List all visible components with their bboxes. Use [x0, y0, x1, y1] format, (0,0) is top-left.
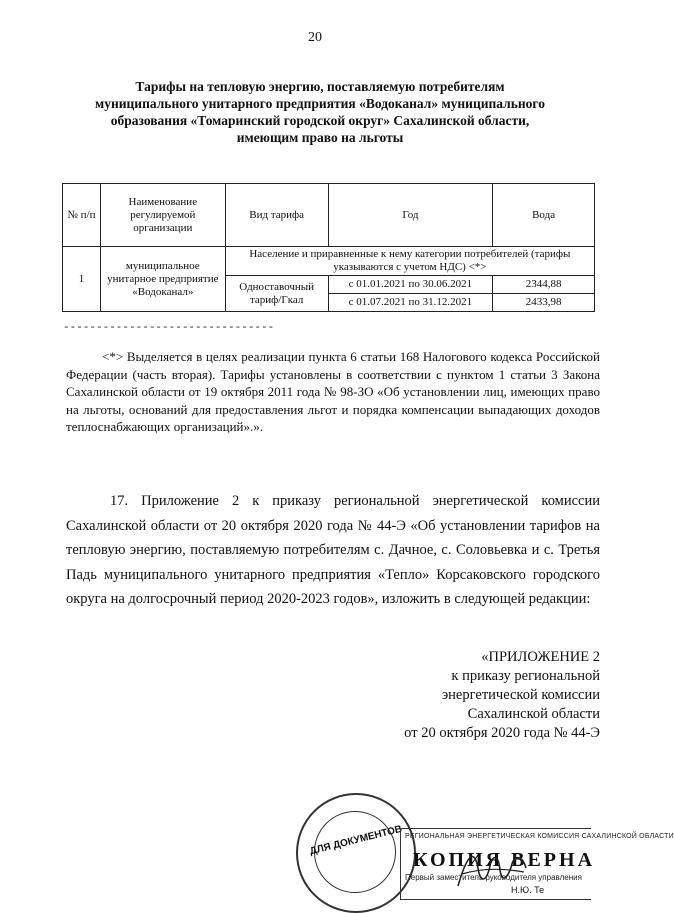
cell-org: муниципальное унитарное предприятие «Водоканал» — [100, 247, 225, 312]
appendix-header — [350, 648, 600, 743]
cell-num: 1 — [63, 247, 101, 312]
appendix-line: к приказу региональной — [451, 668, 600, 684]
cell-value: 2344,88 — [493, 276, 595, 294]
table-header-row — [63, 184, 595, 247]
page-number: 20 — [308, 30, 322, 45]
stamp-name-text: Н.Ю. Те — [511, 885, 545, 895]
appendix-line: «ПРИЛОЖЕНИЕ 2 — [481, 649, 600, 665]
cell-tariff-type: Одноставочный тариф/Гкал — [225, 276, 328, 312]
footnote-divider: -------------------------------- — [63, 322, 275, 334]
stamp-position-text: Первый заместитель руководителя управления — [405, 873, 582, 882]
appendix-line: Сахалинской области — [467, 706, 600, 722]
cell-period: с 01.01.2021 по 30.06.2021 — [328, 276, 493, 294]
title-line: муниципального унитарного предприятия «Водоканал» муниципального — [95, 96, 545, 111]
appendix-line: от 20 октября 2020 года № 44-Э — [404, 725, 600, 741]
cell-category: Население и приравненные к нему категории потребителей (тарифы указываются с учетом НДС) <*> — [225, 247, 594, 276]
round-seal — [296, 793, 416, 913]
stamp-copy-text: КОПИЯ ВЕРНА — [413, 849, 596, 871]
header-water: Вода — [493, 184, 595, 247]
cell-period: с 01.07.2021 по 31.12.2021 — [328, 294, 493, 312]
appendix-line: энергетической комиссии — [441, 687, 600, 703]
paragraph-17-text: 17. Приложение 2 к приказу региональной энергетической комиссии Сахалинской области от 20 октября 2020 года № 44-Э «Об установлении тарифов на тепловую энергию, поставляемую потребителям с. Дачное, с. Соловьевка и с. Третья Падь муниципального унитарного предприятия «Тепло» Корсаковского городского округа на долгосрочный период 2020-2023 годов», изложить в следующей редакции: — [66, 493, 600, 607]
seal-label: ДЛЯ ДОКУМЕНТОВ — [308, 823, 404, 858]
footnote-text: <*> Выделяется в целях реализации пункта 6 статьи 168 Налогового кодекса Российской Федерации (часть вторая). Тарифы установлены в соответствии с пунктом 1 статьи 3 Закона Сахалинской области от 19 октября 2011 года № 98-ЗО «Об установлении лиц, имеющих право на льготы, оснований для предоставления льгот и порядка компенсации выпадающих доходов теплоснабжающих организаций».». — [66, 349, 600, 434]
cell-value: 2433,98 — [493, 294, 595, 312]
signature-icon — [452, 838, 532, 898]
table-row — [63, 247, 595, 276]
title-line: имеющим право на льготы — [236, 130, 404, 145]
title-line: образования «Томаринский городской округ» Сахалинской области, — [110, 113, 530, 128]
header-type: Вид тарифа — [225, 184, 328, 247]
paragraph-17 — [66, 489, 600, 612]
stamp-org-text: РЕГИОНАЛЬНАЯ ЭНЕРГЕТИЧЕСКАЯ КОМИССИЯ САХАЛИНСКОЙ ОБЛАСТИ — [405, 833, 674, 840]
document-title — [60, 78, 580, 146]
footnote — [66, 348, 600, 436]
tariff-table — [62, 183, 595, 312]
header-num: № п/п — [63, 184, 101, 247]
header-year: Год — [328, 184, 493, 247]
header-org: Наименование регулируемой организации — [100, 184, 225, 247]
title-line: Тарифы на тепловую энергию, поставляемую потребителям — [135, 79, 505, 94]
